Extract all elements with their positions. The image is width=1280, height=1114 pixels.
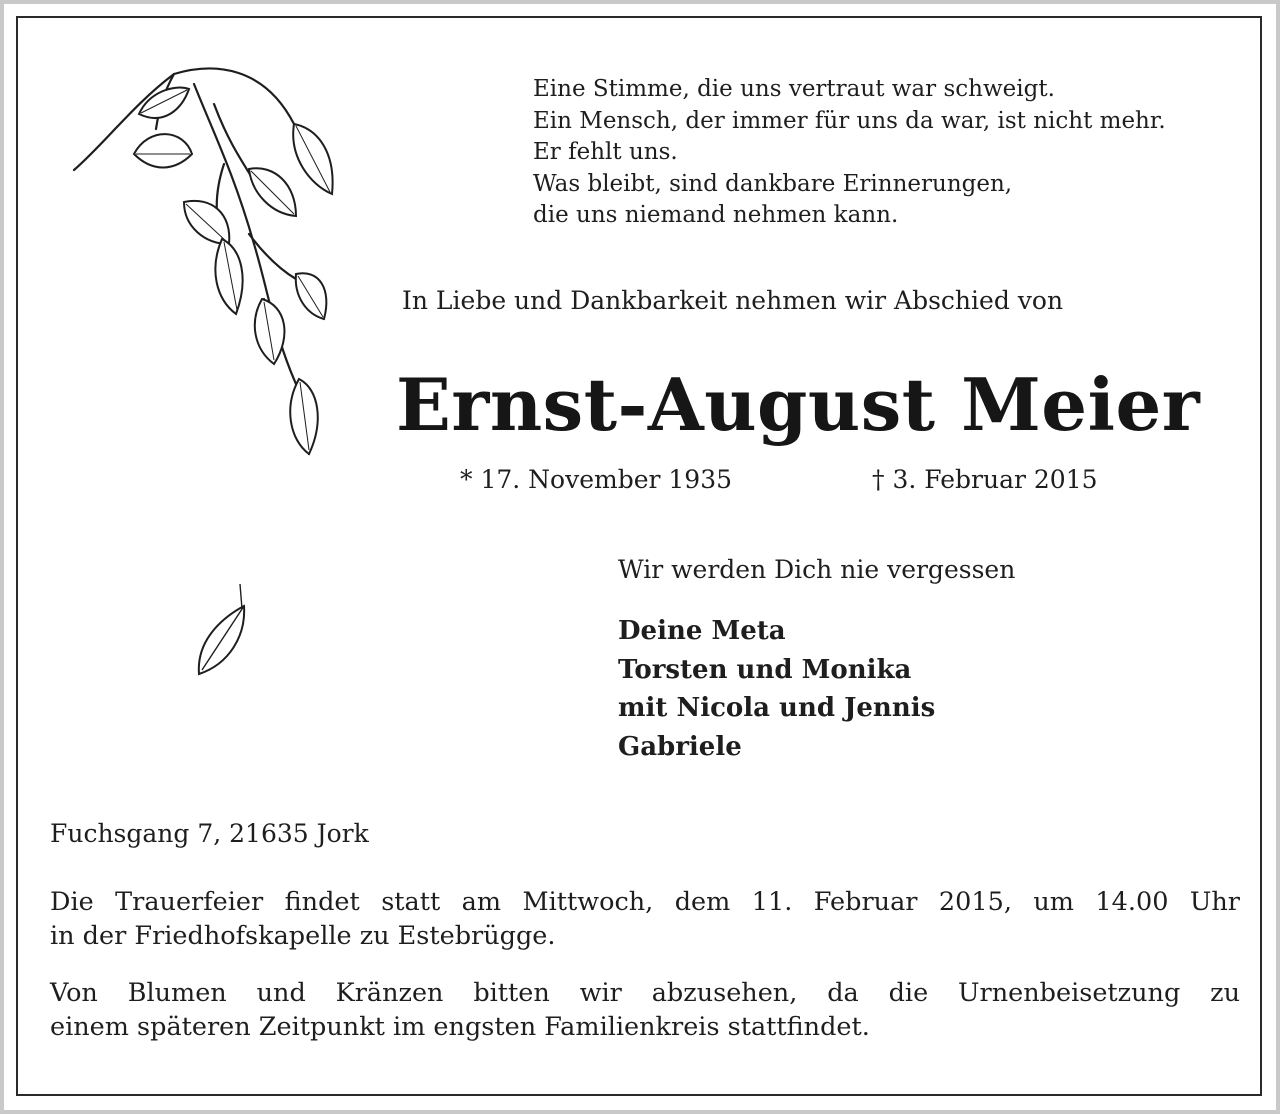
- funeral-line: Die Trauerfeier findet statt am Mittwoch, dem 11. Februar 2015, um 14.00 Uhr: [50, 887, 1240, 917]
- death-date: † 3. Februar 2015: [872, 465, 1098, 494]
- poem-line: die uns niemand nehmen kann.: [533, 202, 899, 228]
- birth-date: * 17. November 1935: [460, 465, 733, 494]
- flowers-note: [50, 976, 1240, 1044]
- mourner: Gabriele: [618, 732, 742, 763]
- birch-branch-icon: [64, 44, 354, 694]
- poem-line: Eine Stimme, die uns vertraut war schweigt.: [533, 76, 1055, 102]
- mourner: mit Nicola und Jennis: [618, 693, 936, 724]
- poem-line: Was bleibt, sind dankbare Erinnerungen,: [533, 170, 1013, 197]
- obituary-notice: [4, 4, 1276, 1110]
- funeral-line: in der Friedhofskapelle zu Estebrügge.: [50, 921, 556, 951]
- mourner: Torsten und Monika: [618, 654, 912, 685]
- motto: Wir werden Dich nie vergessen: [618, 555, 1016, 584]
- deceased-name: Ernst-August Meier: [396, 362, 1201, 447]
- poem-line: Er fehlt uns.: [533, 139, 678, 165]
- poem: [533, 74, 1166, 232]
- funeral-info: [50, 885, 1240, 953]
- mourner: Deine Meta: [618, 616, 786, 646]
- poem-line: Ein Mensch, der immer für uns da war, ist nicht mehr.: [533, 107, 1166, 134]
- flowers-line: Von Blumen und Kränzen bitten wir abzusehen, da die Urnenbeisetzung zu: [50, 978, 1240, 1008]
- flowers-line: einem späteren Zeitpunkt im engsten Familienkreis stattfindet.: [50, 1012, 870, 1042]
- farewell-intro: In Liebe und Dankbarkeit nehmen wir Abschied von: [402, 286, 1064, 315]
- address: Fuchsgang 7, 21635 Jork: [50, 819, 369, 848]
- mourners-list: [618, 612, 935, 767]
